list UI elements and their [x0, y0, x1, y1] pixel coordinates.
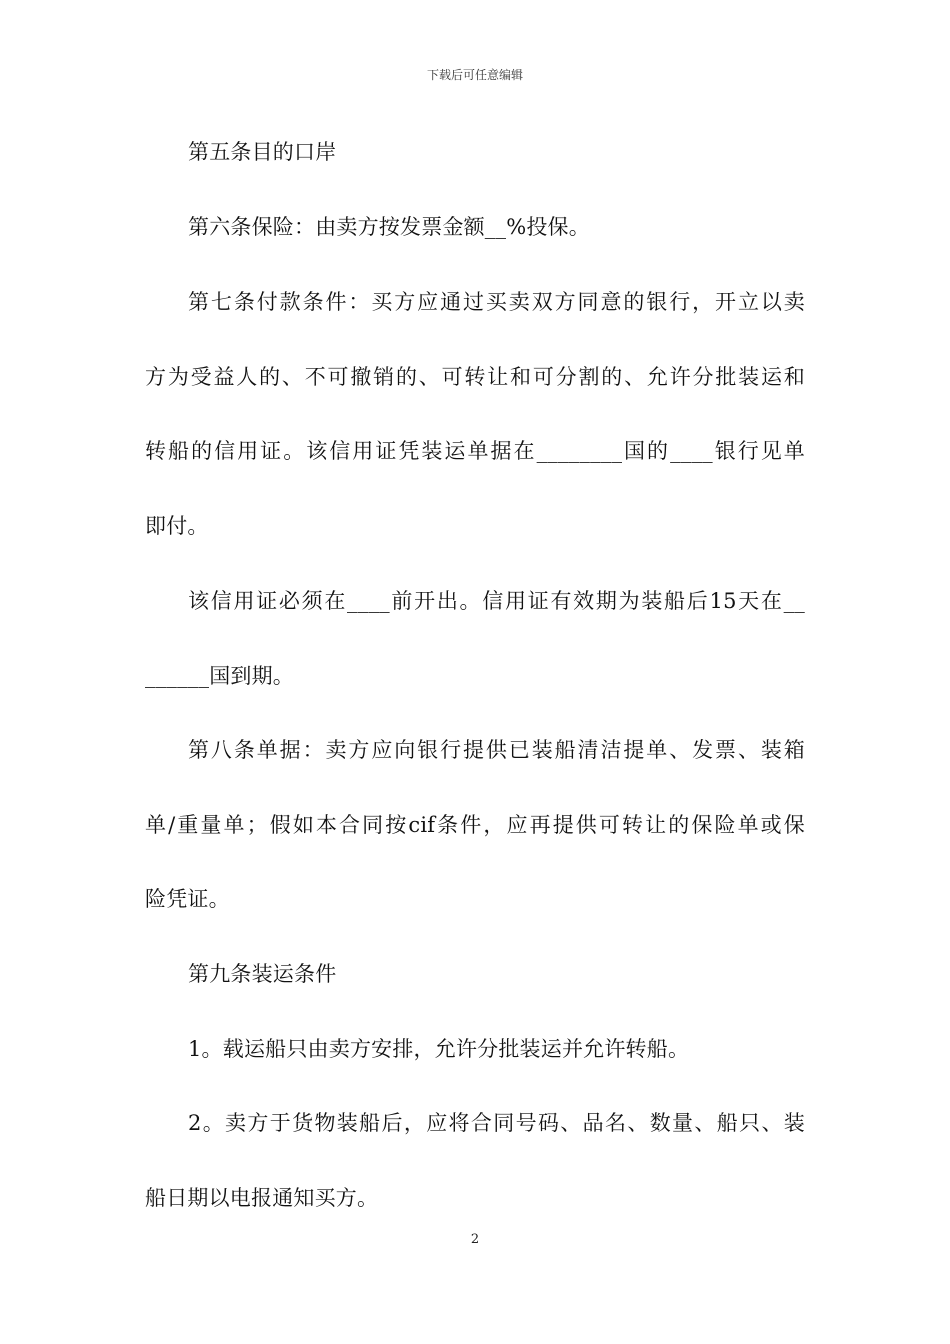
text-line: 即付。	[145, 514, 209, 538]
text-line: 第九条装运条件	[188, 962, 337, 986]
header-note: 下载后可任意编辑	[426, 68, 523, 82]
text-line: 第六条保险：由卖方按发票金额__%投保。	[188, 215, 590, 239]
text-line: 2。卖方于货物装船后，应将合同号码、品名、数量、船只、装	[188, 1111, 805, 1135]
text-line: 方为受益人的、不可撤销的、可转让和可分割的、允许分批装运和	[145, 365, 805, 389]
text-line: ______国到期。	[145, 664, 294, 688]
text-line: 1。载运船只由卖方安排，允许分批装运并允许转船。	[188, 1037, 690, 1061]
text-line: 第八条单据：卖方应向银行提供已装船清洁提单、发票、装箱	[188, 738, 805, 762]
text-line: 险凭证。	[145, 887, 230, 911]
page-number: 2	[470, 1232, 480, 1247]
text-line: 第五条目的口岸	[188, 140, 337, 164]
text-line: 船日期以电报通知买方。	[145, 1186, 379, 1210]
text-line: 第七条付款条件：买方应通过买卖双方同意的银行，开立以卖	[188, 290, 805, 314]
text-line: 该信用证必须在____前开出。信用证有效期为装船后15天在__	[188, 589, 805, 613]
text-line: 转船的信用证。该信用证凭装运单据在________国的____银行见单	[145, 439, 805, 463]
text-line: 单/重量单；假如本合同按cif条件，应再提供可转让的保险单或保	[145, 813, 805, 837]
